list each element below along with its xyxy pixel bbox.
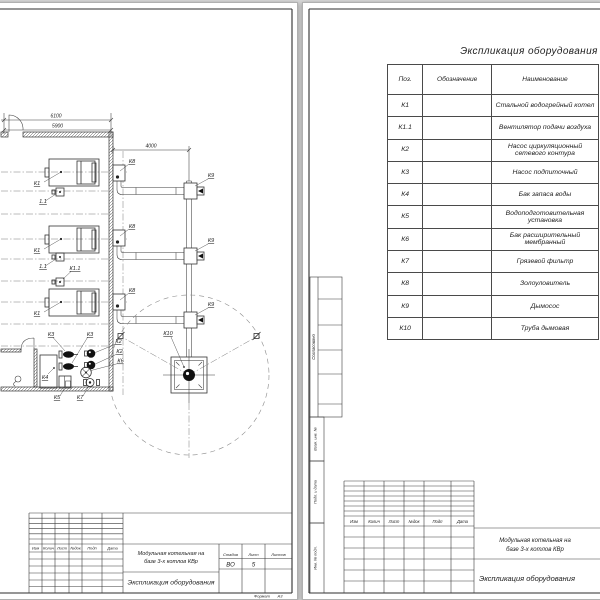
explication-title: Экспликация оборудования — [460, 46, 598, 57]
callout-ash-2: К8 — [128, 224, 136, 230]
drawing-sheet-explication — [302, 2, 600, 600]
col-header-name: Наименование — [491, 65, 598, 95]
eq-pos-cell: К2 — [388, 139, 423, 161]
project-title-line1: Модульная котельная на — [137, 551, 205, 557]
rev-col-kolich: Колич — [368, 519, 380, 524]
stage-value: ВО — [226, 562, 235, 569]
makeup-pumps — [59, 351, 78, 370]
callout-chimney: К10 — [163, 331, 173, 337]
rev-col-podp: Подп — [87, 545, 97, 551]
floor-drain-icon — [14, 376, 21, 386]
rev-col-ndok: №док — [70, 545, 81, 551]
flue-ducts — [117, 181, 192, 357]
rev-col-izm: Изм — [31, 545, 40, 551]
eq-pos-cell: К4 — [388, 184, 423, 206]
callout-storage-tank: К4 — [41, 375, 49, 381]
callout-makeup-pump-2: К3 — [86, 332, 94, 338]
guy-anchors — [117, 332, 261, 340]
callout-circ-pump-1: К2 — [115, 339, 122, 345]
circulation-pumps — [85, 349, 96, 369]
rev-col-podp: Подп — [432, 519, 443, 524]
door-swings — [9, 115, 34, 350]
dim-width-outer: 6100 — [50, 113, 62, 120]
callout-water-treatment: К5 — [53, 395, 61, 401]
callout-boiler-1: К1 — [33, 181, 41, 187]
rev-col-izm: Изм — [350, 519, 358, 524]
drawing-sheet-plan — [0, 2, 298, 600]
air-fans — [46, 188, 71, 286]
sheet-number: 5 — [251, 562, 256, 569]
eq-pos-cell: К6 — [388, 228, 423, 250]
mud-filter — [84, 379, 100, 387]
stage-label: Стадия — [223, 552, 238, 557]
rev-col-list: Лист — [56, 545, 68, 551]
callout-fan-2: 1.1 — [39, 264, 47, 270]
callout-boiler-2: К1 — [33, 248, 41, 254]
sheet-frame — [309, 9, 600, 593]
sheet-label: Лист — [248, 552, 259, 557]
margin-approved: Согласовано — [311, 334, 316, 360]
rev-col-list: Лист — [388, 519, 400, 524]
format-value: А3 — [277, 593, 283, 599]
eq-name-cell: Золоуловитель — [491, 273, 598, 295]
eq-pos-cell: К8 — [388, 273, 423, 295]
eq-name-cell: Водоподготовительная установка — [491, 206, 598, 228]
callout-fan-3: К1.1 — [69, 266, 81, 272]
eq-name-cell: Труба дымовая — [491, 317, 598, 339]
project-title-line2: базе 3-х котлов КВр — [144, 559, 198, 565]
title-block — [344, 481, 600, 593]
col-header-pos: Поз. — [388, 65, 423, 95]
boiler-2 — [44, 226, 99, 253]
sheets-label: Листов — [271, 552, 286, 557]
rev-col-data: Дата — [107, 545, 118, 551]
margin-inv-orig: Инв. № подл. — [313, 546, 318, 570]
eq-name-cell: Грязевой фильтр — [491, 251, 598, 273]
callout-circ-pump-2: К2 — [116, 349, 123, 355]
fan-1 — [46, 188, 64, 201]
eq-pos-cell: К1.1 — [388, 117, 423, 139]
rev-col-data: Дата — [456, 519, 469, 524]
eq-name-cell: Бак запаса воды — [491, 184, 598, 206]
col-header-designation: Обозначение — [423, 65, 492, 95]
axis-lines — [1, 151, 256, 458]
eq-name-cell: Дымосос — [491, 295, 598, 317]
callout-exhauster-2: К9 — [207, 238, 215, 244]
eq-name-cell: Насос подпиточный — [491, 161, 598, 183]
fan-2 — [46, 253, 64, 266]
smoke-exhausters — [184, 183, 204, 328]
dim-width-inner: 5900 — [51, 123, 64, 130]
eq-name-cell: Насос циркуляционный сетевого контура — [491, 139, 598, 161]
callout-fan-1: 1.1 — [39, 199, 47, 205]
eq-pos-cell: К9 — [388, 295, 423, 317]
boiler-3 — [44, 289, 99, 316]
margin-replace-inv: Взам. инв. № — [313, 427, 318, 451]
eq-pos-cell: К5 — [388, 206, 423, 228]
callout-exhauster-3: К9 — [207, 302, 215, 308]
margin-blocks — [310, 277, 342, 593]
project-title-line2: базе 3-х котлов КВр — [506, 547, 564, 553]
margin-sign-date: Подп. и дата — [313, 480, 318, 504]
eq-name-cell: Стальной водогрейный котел — [491, 95, 598, 117]
eq-name-cell: Бак расширительный мембранный — [491, 228, 598, 250]
fan-3 — [52, 272, 71, 287]
eq-pos-cell: К10 — [388, 317, 423, 339]
format-label: Формат — [254, 593, 270, 599]
callout-mud-filter: К7 — [76, 395, 84, 401]
eq-pos-cell: К3 — [388, 161, 423, 183]
eq-pos-cell: К1 — [388, 95, 423, 117]
rev-col-kolich: Колич — [43, 545, 54, 551]
callout-boiler-3: К1 — [33, 311, 41, 317]
callout-expansion-tank: К6 — [117, 358, 124, 365]
dim-flue-offset: 4000 — [145, 143, 157, 150]
title-block — [29, 513, 292, 599]
boilers — [44, 159, 99, 316]
callout-exhauster-1: К9 — [207, 173, 215, 179]
boiler-1 — [44, 159, 99, 186]
plan-drawing — [0, 3, 297, 599]
doc-title: Экспликация оборудования — [127, 579, 215, 587]
right-sheet-linework — [303, 3, 600, 599]
sheet-frame — [0, 9, 292, 593]
callout-ash-1: К8 — [128, 159, 136, 165]
doc-title: Экспликация оборудования — [479, 574, 575, 583]
callout-makeup-pump-1: К3 — [47, 332, 55, 338]
callout-ash-3: К8 — [128, 288, 136, 294]
flue-system — [113, 164, 208, 357]
expansion-tank — [81, 367, 92, 378]
project-title-line1: Модульная котельная на — [499, 538, 571, 544]
eq-name-cell: Вентилятор подачи воздуха — [491, 117, 598, 139]
eq-pos-cell: К7 — [388, 251, 423, 273]
rev-col-ndok: №док — [408, 519, 420, 524]
